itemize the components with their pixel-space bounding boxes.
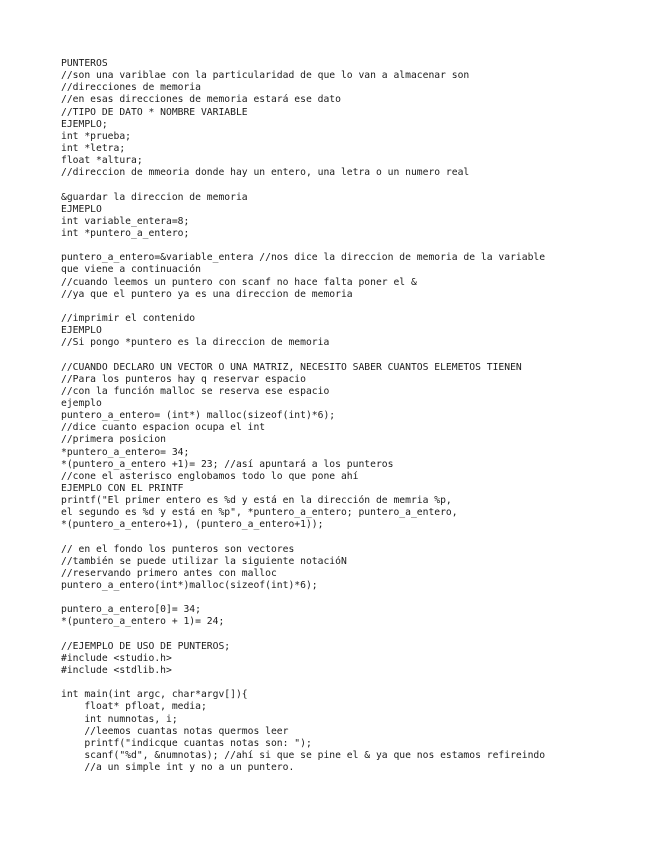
text-line: *(puntero_a_entero+1), (puntero_a_entero+1)); — [61, 519, 324, 531]
blank-line — [61, 349, 641, 361]
text-line: //EJEMPLO DE USO DE PUNTEROS; — [61, 640, 231, 652]
text-line: que viene a continuación — [61, 264, 201, 276]
text-line: EJMEPLO — [61, 203, 102, 215]
blank-line — [61, 531, 641, 543]
text-line: //Si pongo *puntero es la direccion de memoria — [61, 337, 330, 349]
text-line: printf("El primer entero es %d y está en la dirección de memria %p, — [61, 495, 452, 507]
text-line: el segundo es %d y está en %p", *puntero_a_entero; puntero_a_entero, — [61, 507, 458, 519]
blank-line — [61, 179, 641, 191]
text-line: //cone el asterisco englobamos todo lo que pone ahí — [61, 470, 359, 482]
document-body — [61, 58, 641, 774]
text-line: float* pfloat, media; — [61, 701, 207, 713]
text-line: //direccion de mmeoria donde hay un entero, una letra o un numero real — [61, 167, 470, 179]
text-line: puntero_a_entero[0]= 34; — [61, 604, 201, 616]
text-line: int *puntero_a_entero; — [61, 227, 190, 239]
text-line: puntero_a_entero=&variable_entera //nos dice la direccion de memoria de la variable — [61, 252, 546, 264]
text-line: //con la función malloc se reserva ese espacio — [61, 385, 330, 397]
text-line: int *prueba; — [61, 130, 131, 142]
text-line: //TIPO DE DATO * NOMBRE VARIABLE — [61, 106, 248, 118]
text-line: printf("indicque cuantas notas son: "); — [61, 737, 312, 749]
text-line: int *letra; — [61, 142, 126, 154]
text-line: *(puntero_a_entero + 1)= 24; — [61, 616, 225, 628]
text-line: //Para los punteros hay q reservar espacio — [61, 373, 306, 385]
text-line: #include <stdlib.h> — [61, 665, 172, 677]
text-line: //en esas direcciones de memoria estará ese dato — [61, 94, 341, 106]
text-line: ejemplo — [61, 397, 102, 409]
text-line: EJEMPLO; — [61, 118, 108, 130]
blank-line — [61, 629, 641, 641]
text-line: //primera posicion — [61, 434, 166, 446]
text-line: //reservando primero antes con malloc — [61, 567, 277, 579]
text-line: //CUANDO DECLARO UN VECTOR O UNA MATRIZ, NECESITO SABER CUANTOS ELEMETOS TIENEN — [61, 361, 522, 373]
text-line: int numnotas, i; — [61, 713, 178, 725]
text-line: scanf("%d", &numnotas); //ahí si que se pine el & ya que nos estamos refireindo — [61, 750, 546, 762]
blank-line — [61, 240, 641, 252]
text-line: EJEMPLO CON EL PRINTF — [61, 482, 184, 494]
text-line: //cuando leemos un puntero con scanf no hace falta poner el & — [61, 276, 417, 288]
text-line: //direcciones de memoria — [61, 82, 201, 94]
text-line: *(puntero_a_entero +1)= 23; //así apuntará a los punteros — [61, 458, 394, 470]
text-line: //son una variblae con la particularidad de que lo van a almacenar son — [61, 70, 470, 82]
text-line: &guardar la direccion de memoria — [61, 191, 248, 203]
text-line: float *altura; — [61, 155, 143, 167]
text-line: //ya que el puntero ya es una direccion de memoria — [61, 288, 353, 300]
blank-line — [61, 592, 641, 604]
text-line: //dice cuanto espacion ocupa el int — [61, 422, 266, 434]
blank-line — [61, 677, 641, 689]
text-line: // en el fondo los punteros son vectores — [61, 543, 295, 555]
text-line: PUNTEROS — [61, 58, 108, 69]
text-line: EJEMPLO — [61, 325, 102, 337]
text-line: //leemos cuantas notas quermos leer — [61, 725, 289, 737]
text-line: //también se puede utilizar la siguiente notacióN — [61, 555, 347, 567]
text-line: #include <studio.h> — [61, 652, 172, 664]
blank-line — [61, 301, 641, 313]
text-line: int main(int argc, char*argv[]){ — [61, 689, 248, 701]
text-line: //a un simple int y no a un puntero. — [61, 762, 295, 774]
text-line: //imprimir el contenido — [61, 312, 196, 324]
text-line: puntero_a_entero= (int*) malloc(sizeof(int)*6); — [61, 410, 336, 422]
text-line: *puntero_a_entero= 34; — [61, 446, 190, 458]
text-line: puntero_a_entero(int*)malloc(sizeof(int)*6); — [61, 580, 318, 592]
text-line: int variable_entera=8; — [61, 215, 190, 227]
